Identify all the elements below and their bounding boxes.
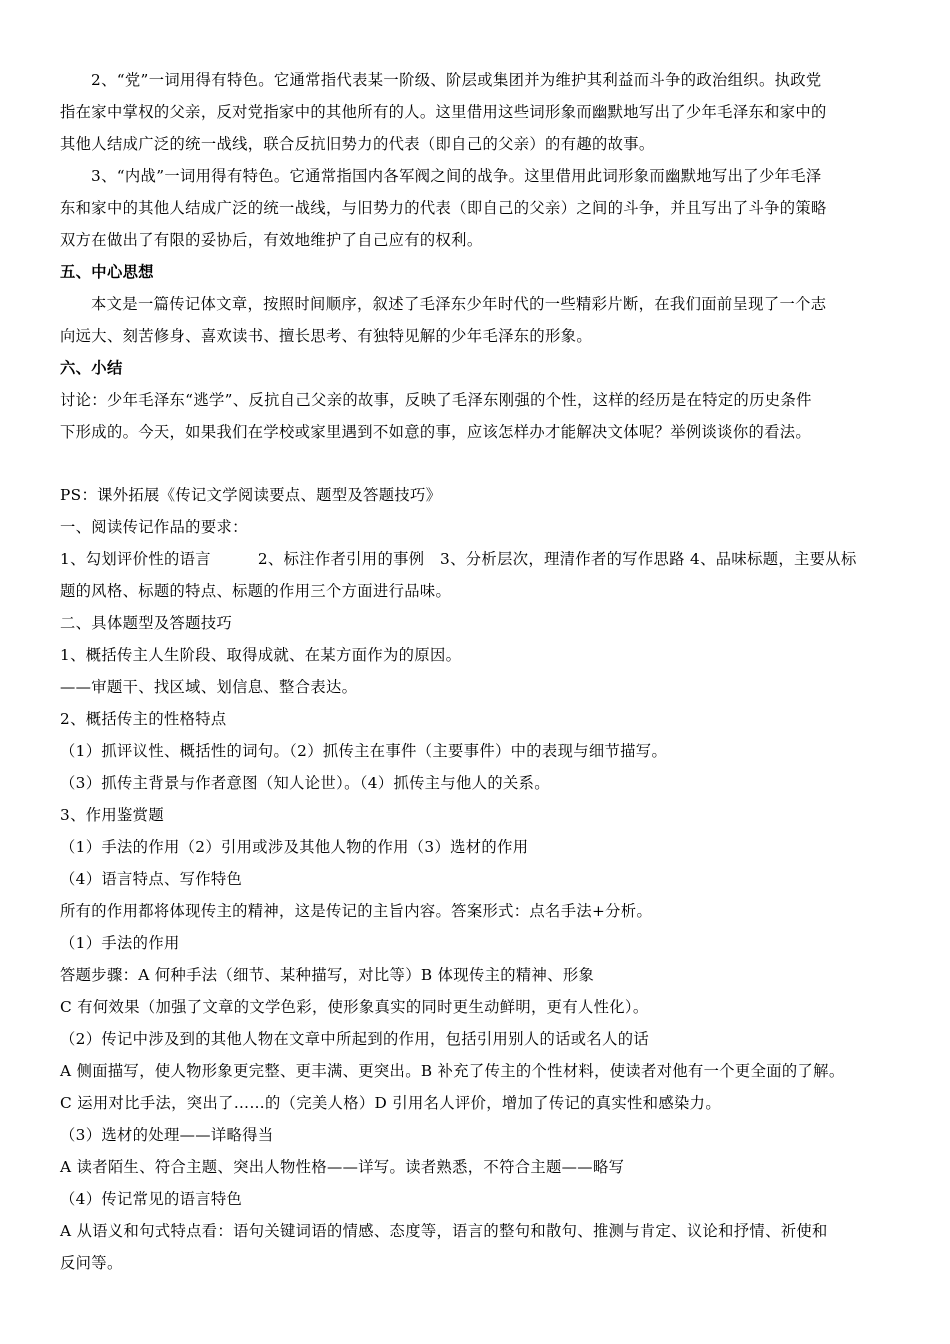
para-discussion-line-2: 下形成的。今天，如果我们在学校或家里遇到不如意的事，应该怎样办才能解决文体呢？举例谈谈你的看法。 [60,423,812,441]
para-central-idea-line-2: 向远大、刻苦修身、喜欢读书、擅长思考、有独特见解的少年毛泽东的形象。 [60,327,592,345]
para-party-line-1: 2、“党”一词用得有特色。它通常指代表某一阶级、阶层或集团并为维护其利益而斗争的政治组织。执政党 [91,71,822,89]
para-civil-war-line-1: 3、“内战”一词用得有特色。它通常指国内各军阀之间的战争。这里借用此词形象而幽默地写出了少年毛泽 [91,167,822,185]
item-3-title: 3、作用鉴赏题 [60,806,164,824]
sub-4-line-1: A 从语义和句式特点看：语句关键词语的情感、态度等，语言的整句和散句、推测与肯定、议论和抒情、祈使和 [60,1222,828,1240]
item-2-line-2: （3）抓传主背景与作者意图（知人论世）。（4）抓传主与他人的关系。 [60,774,550,792]
sub-2-title: （2）传记中涉及到的其他人物在文章中所起到的作用，包括引用别人的话或名人的话 [60,1030,650,1048]
para-party-line-2: 指在家中掌权的父亲，反对党指家中的其他所有的人。这里借用这些词形象而幽默地写出了少年毛泽东和家中的 [60,103,827,121]
sub-4-title: （4）传记常见的语言特色 [60,1190,243,1208]
para-central-idea-line-1: 本文是一篇传记体文章，按照时间顺序，叙述了毛泽东少年时代的一些精彩片断，在我们面前呈现了一个志 [91,295,827,313]
heading-central-idea: 五、中心思想 [60,263,154,281]
answer-form-line: 所有的作用都将体现传主的精神，这是传记的主旨内容。答案形式：点名手法+分析。 [60,902,653,920]
item-2-title: 2、概括传主的性格特点 [60,710,227,728]
sub-4-line-2: 反问等。 [60,1254,123,1272]
item-1-summary: 1、概括传主人生阶段、取得成就、在某方面作为的原因。 [60,646,462,664]
requirements-line-1: 1、勾划评价性的语言 2、标注作者引用的事例 3、分析层次，理清作者的写作思路 4、品味标题，主要从标 [60,550,857,568]
heading-summary: 六、小结 [60,359,123,377]
para-civil-war-line-2: 东和家中的其他人结成广泛的统一战线，与旧势力的代表（即自己的父亲）之间的斗争，并且写出了斗争的策略 [60,199,827,217]
requirements-line-2: 题的风格、标题的特点、标题的作用三个方面进行品味。 [60,582,452,600]
sub-2-line-1: A 侧面描写，使人物形象更完整、更丰满、更突出。B 补充了传主的个性材料，使读者对他有一个更全面的了解。 [60,1062,845,1080]
item-3-line-2: （4）语言特点、写作特色 [60,870,243,888]
item-3-line-1: （1）手法的作用（2）引用或涉及其他人物的作用（3）选材的作用 [60,838,529,856]
section-question-types: 二、具体题型及答题技巧 [60,614,233,632]
sub-1-title: （1）手法的作用 [60,934,180,952]
para-civil-war-line-3: 双方在做出了有限的妥协后，有效地维护了自己应有的权利。 [60,231,483,249]
para-party-line-3: 其他人结成广泛的统一战线，联合反抗旧势力的代表（即自己的父亲）的有趣的故事。 [60,135,655,153]
section-reading-requirements: 一、阅读传记作品的要求： [60,518,248,536]
item-2-line-1: （1）抓评议性、概括性的词句。（2）抓传主在事件（主要事件）中的表现与细节描写。 [60,742,668,760]
item-1-method: ——审题干、找区域、划信息、整合表达。 [60,678,358,696]
para-discussion-line-1: 讨论：少年毛泽东“逃学”、反抗自己父亲的故事，反映了毛泽东刚强的个性，这样的经历是在特定的历史条件 [60,391,812,409]
sub-1-steps: 答题步骤：A 何种手法（细节、某种描写，对比等）B 体现传主的精神、形象 [60,966,595,984]
sub-1-effect: C 有何效果（加强了文章的文学色彩，使形象真实的同时更生动鲜明，更有人性化）。 [60,998,649,1016]
ps-title: PS：课外拓展《传记文学阅读要点、题型及答题技巧》 [60,486,442,504]
sub-2-line-2: C 运用对比手法，突出了……的（完美人格）D 引用名人评价，增加了传记的真实性和感染力。 [60,1094,721,1112]
sub-3-line-1: A 读者陌生、符合主题、突出人物性格——详写。读者熟悉，不符合主题——略写 [60,1158,625,1176]
sub-3-title: （3）选材的处理——详略得当 [60,1126,274,1144]
